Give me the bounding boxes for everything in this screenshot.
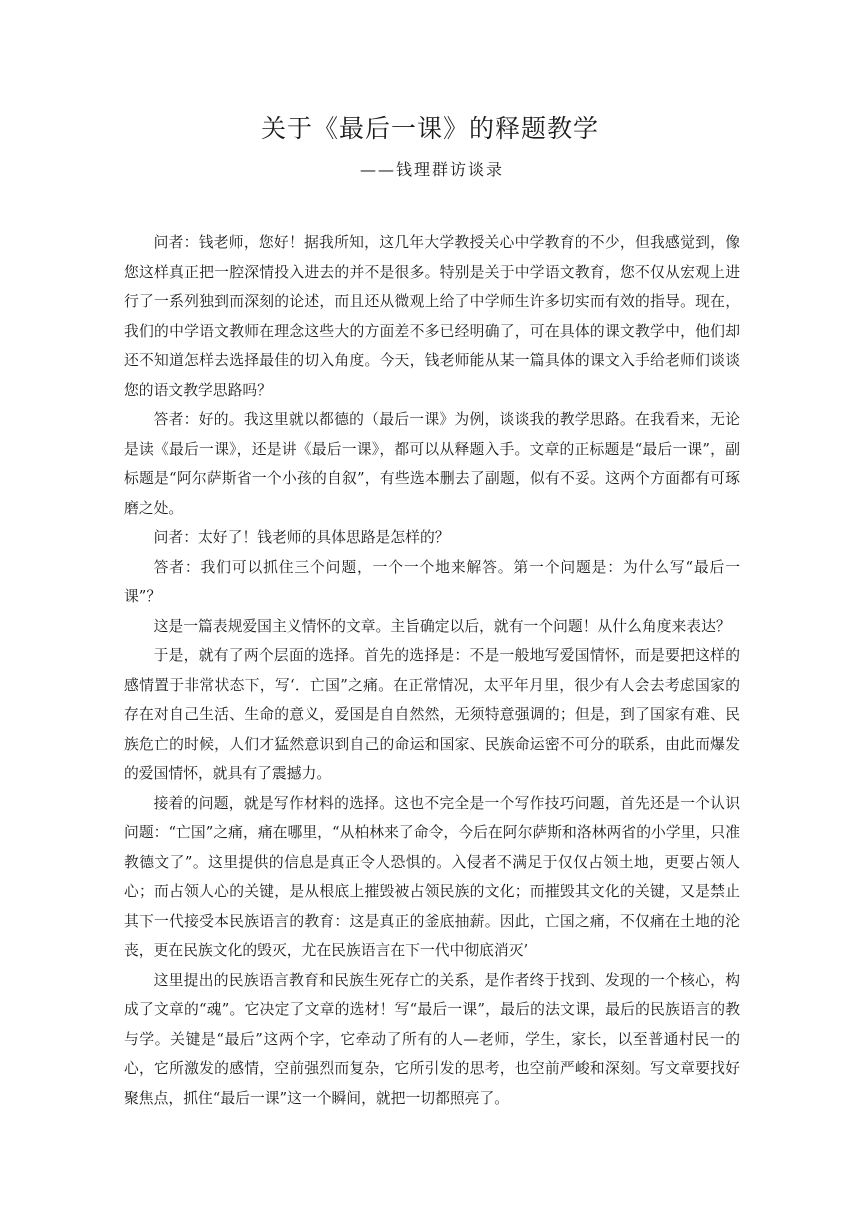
- document-body: [124, 228, 740, 1113]
- paragraph: 答者：我们可以抓住三个问题，一个一个地来解答。第一个问题是：为什么写“最后一课”？: [124, 558, 740, 605]
- paragraph: 这里提出的民族语言教育和民族生死存亡的关系，是作者终于找到、发现的一个核心，构成了文章的“魂”。它决定了文章的选材！写“最后一课”，最后的法文课，最后的民族语言的教与学。关键是“最后”这两个字，它牵动了所有的人—老师，学生，家长，以至普通村民一的心，它所激发的感情，空前强烈而复杂，它所引发的思考，也空前严峻和深刻。写文章要找好聚焦点，抓住“最后一课”这一个瞬间，就把一切都照亮了。: [124, 971, 740, 1107]
- paragraph: 问者：太好了！钱老师的具体思路是怎样的？: [153, 529, 450, 546]
- document-title: 关于《最后一课》的释题教学: [260, 114, 599, 143]
- paragraph: 这是一篇表规爱国主义情怀的文章。主旨确定以后，就有一个问题！从什么角度来表达？: [153, 617, 731, 635]
- paragraph: 接着的问题，就是写作材料的选择。这也不完全是一个写作技巧问题，首先还是一个认识问题：“亡国”之痛，痛在哪里，“从柏林来了命令，今后在阿尔萨斯和洛林两省的小学里，只准教德文了”。这里提供的信息是真正令人恐惧的。入侵者不满足于仅仅占领土地，更要占领人心；而占领人心的关键，是从根底上摧毁被占领民族的文化；而摧毁其文化的关键，又是禁止其下一代接受本民族语言的教育：这是真正的釜底抽薪。因此，亡国之痛，不仅痛在土地的沦丧，更在民族文化的毁灭，尤在民族语言在下一代中彻底消灭’: [124, 794, 740, 959]
- document-subtitle: ——钱理群访谈录: [360, 160, 505, 179]
- paragraph: 答者：好的。我这里就以都德的（最后一课》为例，谈谈我的教学思路。在我看来，无论是读《最后一课》，还是讲《最后一课》，都可以从释题入手。文章的正标题是“最后一课”，副标题是“阿尔萨斯省一个小孩的自叙”，有些选本删去了副题，似有不妥。这两个方面都有可琢磨之处。: [124, 411, 740, 517]
- paragraph: 于是，就有了两个层面的选择。首先的选择是：不是一般地写爱国情怀，而是要把这样的感情置于非常状态下，写‘．亡国”之痛。在正常情况，太平年月里，很少有人会去考虑国家的存在对自己生活、生命的意义，爱国是自自然然，无须特意强调的；但是，到了国家有难、民族危亡的时候，人们才猛然意识到自己的命运和国家、民族命运密不可分的联系，由此而爆发的爱国情怀，就具有了震撼力。: [124, 647, 740, 782]
- paragraph: 问者：钱老师，您好！据我所知，这几年大学教授关心中学教育的不少，但我感觉到，像您这样真正把一腔深情投入进去的并不是很多。特别是关于中学语文教育，您不仅从宏观上进行了一系列独到而深刻的论述，而且还从微观上给了中学师生许多切实而有效的指导。现在，我们的中学语文教师在理念这些大的方面差不多已经明确了，可在具体的课文教学中，他们却还不知道怎样去选择最佳的切入角度。今天，钱老师能从某一篇具体的课文入手给老师们谈谈您的语文教学思路吗？: [124, 234, 740, 399]
